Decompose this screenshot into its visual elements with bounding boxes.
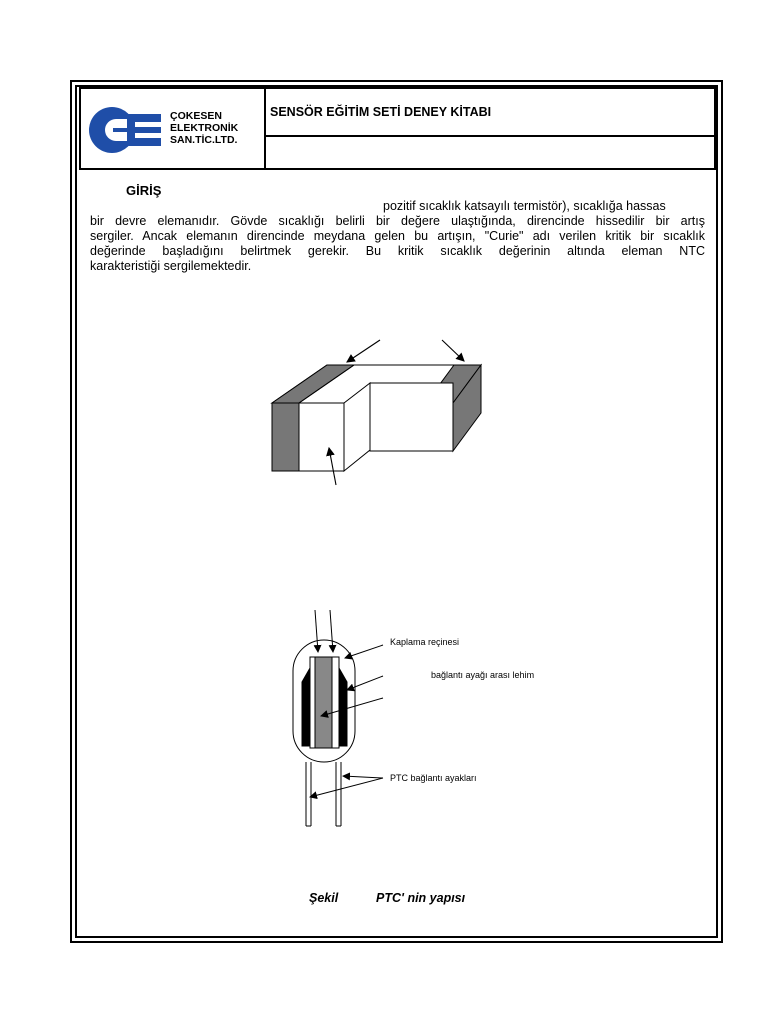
company-line-2: ELEKTRONİK (170, 122, 239, 134)
label-lead-solder: bağlantı ayağı arası lehim (431, 670, 535, 680)
header-table (79, 87, 716, 170)
logo-cell (81, 89, 266, 168)
intro-paragraph (90, 214, 705, 274)
paragraph-line: sergiler. Ancak elemanın direncinde meydana gelen bu artışın, "Curie" adı verilen kritik bir sıcaklık (90, 229, 705, 243)
intro-first-line: pozitif sıcaklık katsayılı termistör), sıcaklığa hassas (383, 199, 666, 213)
company-logo (87, 105, 167, 155)
title-cell (266, 89, 714, 137)
figure-caption-text: PTC' nin yapısı (376, 891, 466, 905)
company-line-1: ÇOKESEN (170, 110, 222, 122)
company-name (170, 110, 238, 146)
document-title: SENSÖR EĞİTİM SETİ DENEY KİTABI (270, 105, 492, 119)
paragraph-line: karakteristiği sergilemektedir. (90, 259, 252, 273)
company-line-3: SAN.TİC.LTD. (170, 134, 238, 146)
paragraph-line: değerinde başladığını belirtmek gerekir. Bu kritik sıcaklık değerinin altında eleman NTC (90, 244, 705, 258)
paragraph-line: bir devre elemanıdır. Gövde sıcaklığı belirli bir değere ulaştığında, direncinde hissedilir bir artış (90, 214, 705, 228)
section-heading: GİRİŞ (126, 183, 162, 198)
label-coating-resin: Kaplama reçinesi (390, 637, 460, 647)
figure-caption-prefix: Şekil (309, 891, 339, 905)
label-ptc-leads: PTC bağlantı ayakları (390, 773, 477, 783)
